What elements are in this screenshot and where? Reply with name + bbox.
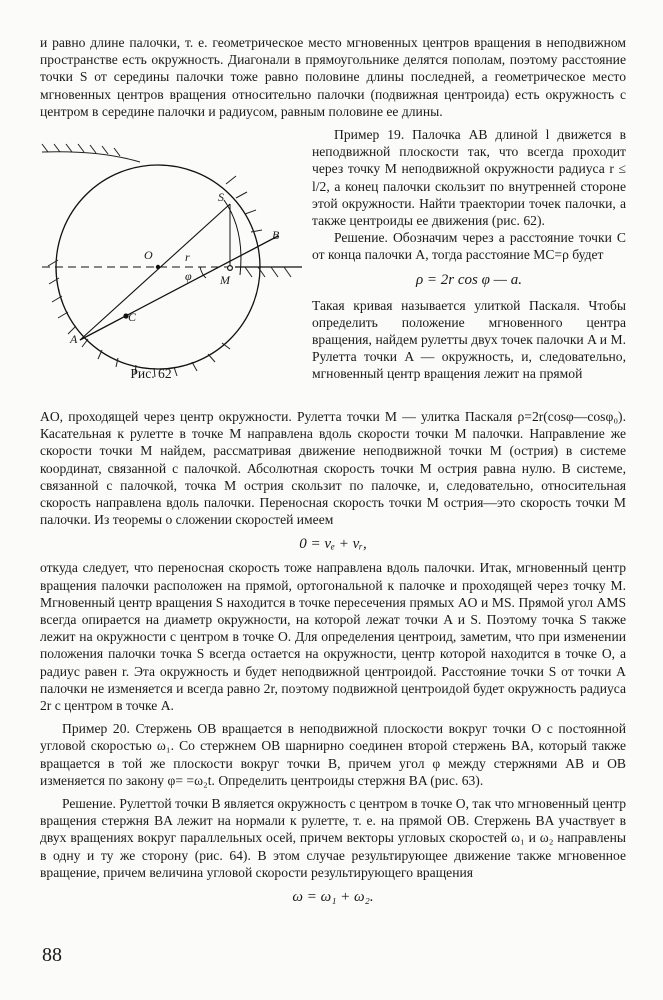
pascal-text: Такая кривая называется улиткой Паскаля. Чтобы определить положение мгновенного центра вращения, найдем рулетты двух точек палочки A и M. Рулетта точки A — окружность, и, следовательно, мгновенный центр вращения лежит на прямой <box>312 297 626 382</box>
fig-label-S: S <box>218 190 224 204</box>
fig-label-A: A <box>70 332 78 346</box>
formula-velocities: 0 = vₑ + vᵣ, <box>299 536 367 553</box>
formula-pascal: ρ = 2r cos φ — a. <box>415 271 523 288</box>
fig-label-r: r <box>185 250 190 264</box>
fig-label-phi: φ <box>185 269 192 283</box>
figure-62-drawing <box>40 140 302 380</box>
fig-label-M: M <box>220 273 230 287</box>
figure-caption: Рис. 62 <box>130 366 172 381</box>
after-formula-text: откуда следует, что переносная скорость тоже направлена вдоль палочки. Итак, мгновенный центр вращения палочки расположен на прямой, ортогональной к палочке и проходящей через точку M. Мгновенный центр вращения S находится в точке пересечения прямых AO и MS. Прямой угол AMS всегда опирается на диаметр окружности, на которой лежат точки A и S. Поэтому точка S также лежит на окружности с центром в точке O. Для определения центроид, заметим, что при изменении положения палочки точка S всегда остается на окружности, центр которой находится в точке O, а радиус равен r. Эта окружность и будет неподвижной центроидой. Расстояние точки S от точки A палочки не изменяется и всегда равно 2r, поэтому подвижной центроидой будет окружность радиуса 2r с центром в точке A. <box>40 560 626 714</box>
fig-label-O: O <box>144 248 153 262</box>
solution-20-text: Решение. Рулеттой точки B является окружность с центром в точке O, так что мгновенный центр вращения стержня BA лежит на нормали к рулетте, т. е. на прямой OB. Стержень BA участвует в двух вращениях вокруг параллельных осей, причем векторы угловых скоростей ω₁ и ω₂ направлены в одну и ту же сторону (рис. 64). В этом случае результирующее движение также мгновенное вращение, причем величина угловой скорости результирующего вращения <box>40 796 626 880</box>
page-body <box>40 34 626 120</box>
solution-19-start: Решение. Обозначим через a расстояние точки C от конца палочки A, тогда расстояние MC=ρ будет <box>312 230 626 263</box>
fig-label-B: B <box>272 228 280 242</box>
main-section <box>40 408 626 914</box>
fig-label-C: C <box>128 310 137 324</box>
figure-62 <box>40 140 302 400</box>
top-paragraph: и равно длине палочки, т. е. геометрическое место мгновенных центров вращения в неподвижном пространстве есть окружность. Диагонали в прямоугольнике делятся пополам, поэтому расстояние точки S от середины палочки тоже равно половине длины последней, а геометрическое место мгновенных центров вращения относительно палочки (подвижная центроида) есть окружность с центром в середине палочки и радиусом, равным половине ее длины. <box>40 35 626 119</box>
example-19-block <box>312 126 626 383</box>
example-20-text: Пример 20. Стержень OB вращается в неподвижной плоскости вокруг точки O с постоянной угловой скоростью ω₁. Со стержнем OB шарнирно соединен второй стержень BA, который также вращается в той же плоскости вокруг точки B, причем угол φ между стержнями AB и OB изменяется по закону φ= =ω₂t. Определить центроиды стержня BA (рис. 63). <box>40 721 626 788</box>
formula-omega: ω = ω₁ + ω₂. <box>292 889 374 906</box>
page-number: 88 <box>42 944 62 966</box>
example-19-text: Пример 19. Палочка AB длиной l движется в неподвижной плоскости так, что всегда проходит через точку M неподвижной окружности радиуса r ≤ l/2, а конец палочки скользит по внутренней стороне этой окружности. Найти траектории точек палочки, а также центроиды ее движения (рис. 62). <box>312 127 626 229</box>
main-text: AO, проходящей через центр окружности. Рулетта точки M — улитка Паскаля ρ=2r(cosφ—cosφ₀). Касательная к рулетте в точке M направлена вдоль скорости точки M палочки. Направление же скорости точки M найдем, рассматривая движение неподвижной точки M (острия) в системе координат, связанной с палочкой. Абсолютная скорость точки M острия равна нулю. В системе, связанной с палочкой, точка M острия скользит по палочке, и, следовательно, относительная скорость направлена вдоль палочки. Переносная скорость точки M острия—это скорость точки M палочки. Из теоремы о сложении скоростей имеем <box>40 409 626 528</box>
